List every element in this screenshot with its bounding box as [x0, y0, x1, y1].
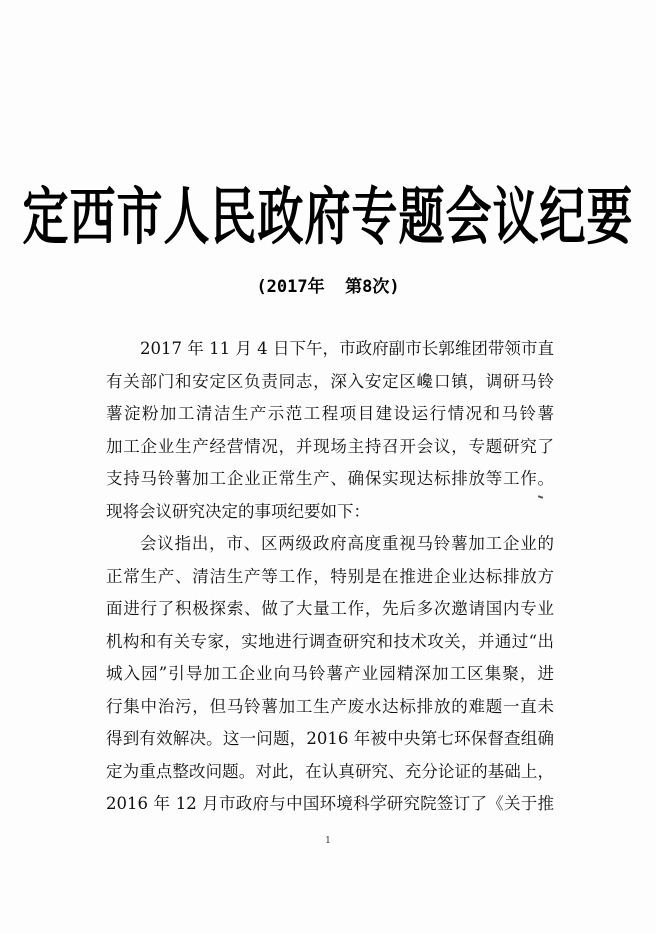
paragraph-line: 有关部门和安定区负责同志，深入安定区巉口镇，调研马铃	[106, 371, 554, 391]
paragraph-line: 加工企业生产经营情况，并现场主持召开会议，专题研究了	[106, 436, 554, 456]
paragraph-line: 支持马铃薯加工企业正常生产、确保实现达标排放等工作。	[106, 469, 554, 488]
document-body	[106, 333, 554, 821]
paragraph-line: 定为重点整改问题。对此，在认真研究、充分论证的基础上，	[106, 761, 554, 781]
document-subtitle: (2017年 第8次)	[256, 277, 400, 297]
document-title: 定西市人民政府专题会议纪要	[22, 180, 634, 254]
paragraph-line: 薯淀粉加工清洁生产示范工程项目建设运行情况和马铃薯	[106, 404, 554, 423]
page-number: 1	[325, 836, 331, 846]
paragraph-line: 会议指出，市、区两级政府高度重视马铃薯加工企业的	[140, 534, 554, 553]
paragraph-line: 城入园”引导加工企业向马铃薯产业园精深加工区集聚，进	[106, 664, 554, 683]
paragraph-line: 行集中治污，但马铃薯加工生产废水达标排放的难题一直未	[106, 696, 554, 716]
paragraph-line: 2016 年 12 月市政府与中国环境科学研究院签订了《关于推	[106, 794, 554, 813]
paragraph-line: 面进行了积极探索、做了大量工作，先后多次邀请国内专业	[106, 599, 554, 618]
paragraph-1	[106, 333, 554, 528]
paragraph-line: 2017 年 11 月 4 日下午，市政府副市长郭维团带领市直	[140, 339, 554, 358]
paragraph-line: 正常生产、清洁生产等工作，特别是在推进企业达标排放方	[106, 566, 554, 586]
paragraph-2	[106, 528, 554, 821]
paragraph-line: 现将会议研究决定的事项纪要如下：	[106, 501, 370, 521]
paragraph-line: 得到有效解决。这一问题，2016 年被中央第七环保督查组确	[106, 729, 554, 748]
paragraph-line: 机构和有关专家，实地进行调查研究和技术攻关，并通过“出	[106, 631, 554, 651]
